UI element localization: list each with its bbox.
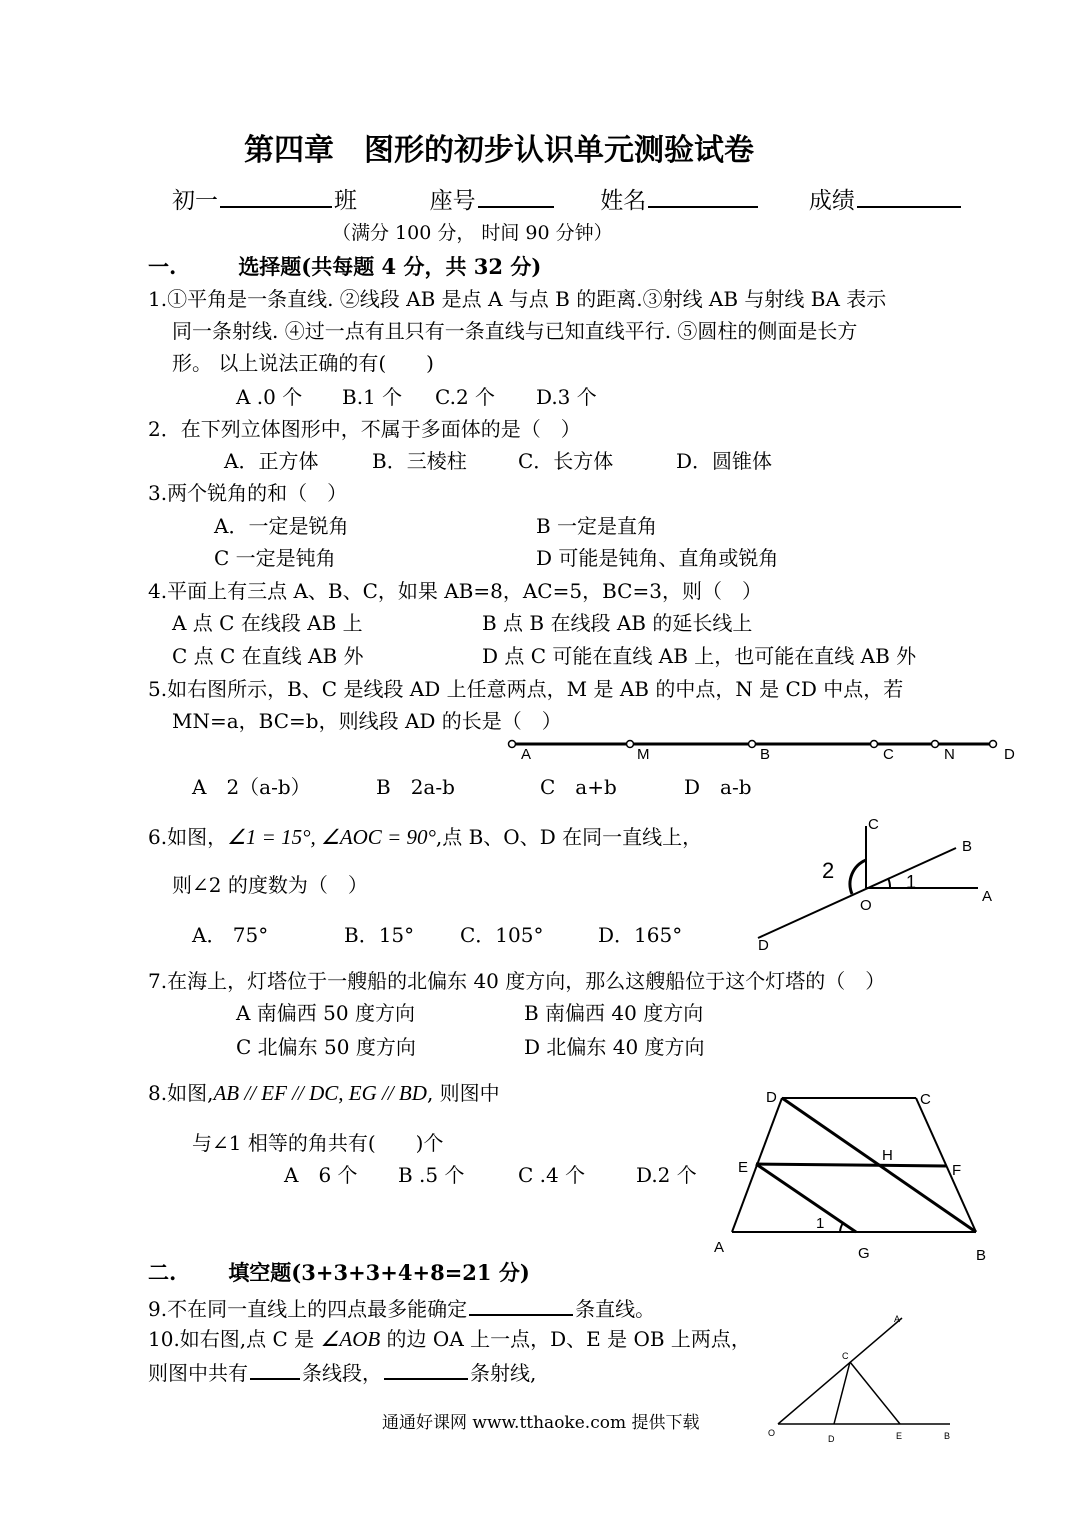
q3-stem: 3.两个锐角的和（ ） [148,481,348,505]
section1-title: 选择题(共每题 4 分，共 32 分) [238,254,542,279]
label-b: B [976,1247,987,1264]
label-b: B [760,746,771,763]
label-a: A [982,888,993,905]
section1-heading [148,254,541,280]
point-c [871,741,878,748]
label-h: H [882,1147,893,1164]
q5-option-d[interactable]: D a-b [684,775,752,799]
label-c: C [883,746,894,763]
q4-option-c[interactable]: C 点 C 在直线 AB 外 [172,644,364,668]
label-e: E [896,1431,903,1441]
point-n [932,741,939,748]
section2-number: 二. [148,1260,177,1285]
student-info-row [172,186,963,216]
line-db [758,848,956,938]
q10-line1-prefix: 10.如右图,点 C 是 [148,1327,321,1351]
q6-line2: 则∠2 的度数为（ ） [172,873,368,897]
label-o: O [860,897,872,914]
q6-option-b[interactable]: B．15° [344,923,415,947]
q9-prefix: 9.不在同一直线上的四点最多能确定 [148,1297,468,1321]
q7-stem: 7.在海上，灯塔位于一艘船的北偏东 40 度方向，那么这艘船位于这个灯塔的（ ） [148,969,886,993]
q5-line2: MN=a，BC=b，则线段 AD 的长是（ ） [172,709,562,733]
q6-stem-prefix: 6.如图， [148,825,228,849]
page-footer: 通通好课网 www.tthaoke.com 提供下载 [382,1413,700,1433]
q10-line1-math: ∠AOB [320,1327,381,1351]
q6-option-d[interactable]: D．165° [598,923,683,947]
name-blank[interactable] [648,186,758,208]
point-b [749,741,756,748]
q1-option-b[interactable]: B.1 个 [342,385,403,409]
q3-option-c[interactable]: C 一定是钝角 [214,546,336,570]
q10-line1-suffix: 的边 OA 上一点，D、E 是 OB 上两点， [380,1327,751,1351]
label-m: M [637,746,650,763]
q8-stem-prefix: 8.如图, [148,1081,214,1105]
q8-trapezoid-figure [710,1086,1000,1266]
q4-option-a[interactable]: A 点 C 在线段 AB 上 [172,611,363,635]
q7-option-c[interactable]: C 北偏东 50 度方向 [236,1035,416,1059]
q10-line2 [148,1358,536,1386]
q3-option-d[interactable]: D 可能是钝角、直角或锐角 [536,546,779,570]
q8-stem-math: AB // EF // DC, EG // BD [213,1081,427,1105]
label-1: 1 [906,872,917,892]
q10-line2-mid: 条线段， [302,1361,382,1385]
angle-2-arc [850,860,866,894]
grade-label: 初一 [172,188,218,214]
q4-stem: 4.平面上有三点 A、B、C，如果 AB=8，AC=5，BC=3，则（ ） [148,579,762,603]
q10-angle-figure [762,1312,962,1446]
page-title: 第四章 图形的初步认识单元测验试卷 [244,133,754,168]
q8-stem [148,1080,500,1106]
label-a: A [521,746,532,763]
label-d: D [766,1089,777,1106]
q8-line2: 与∠1 相等的角共有( )个 [192,1131,444,1155]
q5-option-a[interactable]: A 2（a-b） [192,775,311,799]
q8-option-d[interactable]: D.2 个 [636,1163,697,1187]
q1-option-a[interactable]: A .0 个 [236,385,303,409]
seat-label: 座号 [429,188,476,214]
q6-stem-suffix: ,点 B、O、D 在同一直线上， [435,825,703,849]
label-o: O [768,1428,776,1438]
q10-line2-suffix: 条射线, [470,1361,537,1385]
label-c: C [920,1091,931,1108]
q6-option-c[interactable]: C．105° [460,923,544,947]
q3-option-a[interactable]: A．一定是锐角 [214,514,349,538]
q10-line1 [148,1326,751,1352]
section2-heading [148,1260,530,1286]
point-d [990,741,997,748]
q7-option-a[interactable]: A 南偏西 50 度方向 [236,1001,415,1025]
q5-option-b[interactable]: B 2a-b [376,775,455,799]
q8-option-b[interactable]: B .5 个 [398,1163,465,1187]
q6-stem-math: ∠1 = 15°, ∠AOC = 90° [227,825,436,849]
label-d: D [1004,746,1015,763]
angle-1-arc [840,1223,843,1232]
q10-segments-blank[interactable] [250,1358,300,1380]
label-c: C [868,816,879,833]
label-f: F [952,1162,962,1179]
q9-line [148,1294,655,1322]
q2-stem: 2．在下列立体图形中，不属于多面体的是（ ） [148,417,581,441]
point-a [509,741,516,748]
segment-cd [834,1362,850,1424]
label-a: A [714,1239,725,1256]
q3-option-b[interactable]: B 一定是直角 [536,514,658,538]
label-g: G [858,1245,870,1262]
q10-rays-blank[interactable] [384,1358,468,1380]
section2-title: 填空题(3+3+3+4+8=21 分) [228,1260,530,1285]
q1-option-d[interactable]: D.3 个 [536,385,597,409]
name-label: 姓名 [600,188,647,214]
ray-oa [778,1318,902,1424]
q1-line3: 形。 以上说法正确的有( ) [172,351,434,375]
q6-stem [148,824,702,850]
q7-option-d[interactable]: D 北偏东 40 度方向 [524,1035,705,1059]
label-n: N [944,746,955,763]
q2-option-c[interactable]: C．长方体 [518,449,614,473]
label-e: E [738,1159,749,1176]
q8-stem-suffix: , 则图中 [426,1081,500,1105]
label-d: D [758,937,769,954]
q2-option-d[interactable]: D．圆锥体 [676,449,773,473]
label-a: A [894,1314,901,1324]
q9-suffix: 条直线。 [575,1297,656,1321]
class-label: 班 [334,188,357,214]
class-blank[interactable] [220,186,332,208]
q5-segment-figure [500,734,1030,764]
q1-option-c[interactable]: C.2 个 [435,385,496,409]
segment-eg [756,1164,856,1232]
q6-option-a[interactable]: A． 75° [192,923,269,947]
q2-option-a[interactable]: A．正方体 [224,449,319,473]
q8-option-c[interactable]: C .4 个 [518,1163,586,1187]
segment-ce [850,1362,900,1424]
q5-line1: 5.如右图所示，B、C 是线段 AD 上任意两点，M 是 AB 的中点，N 是 CD 中点，若 [148,677,904,701]
q6-angle-figure [750,812,1000,952]
label-d: D [828,1434,835,1444]
q4-option-d[interactable]: D 点 C 可能在直线 AB 上，也可能在直线 AB 外 [482,644,917,668]
q8-option-a[interactable]: A 6 个 [284,1163,358,1187]
score-blank[interactable] [857,186,961,208]
q2-option-b[interactable]: B．三棱柱 [372,449,467,473]
q10-line2-prefix: 则图中共有 [148,1361,248,1385]
exam-note: （满分 100 分， 时间 90 分钟） [332,222,613,244]
q1-line1: 1.①平角是一条直线. ②线段 AB 是点 A 与点 B 的距离.③射线 AB 与射线 BA 表示 [148,287,887,311]
score-label: 成绩 [808,188,855,214]
label-c: C [842,1351,849,1361]
label-b: B [944,1431,951,1441]
q5-option-c[interactable]: C a+b [540,775,617,799]
q1-line2: 同一条射线. ④过一点有且只有一条直线与已知直线平行. ⑤圆柱的侧面是长方 [172,319,858,343]
label-1: 1 [816,1215,825,1232]
q4-option-b[interactable]: B 点 B 在线段 AB 的延长线上 [482,611,753,635]
q7-option-b[interactable]: B 南偏西 40 度方向 [524,1001,704,1025]
section1-number: 一. [148,254,177,279]
label-b: B [962,838,973,855]
q9-blank[interactable] [469,1294,573,1316]
label-2: 2 [822,858,835,883]
angle-1-arc [888,878,890,888]
point-m [627,741,634,748]
segment-ef [756,1164,946,1166]
seat-blank[interactable] [478,186,554,208]
